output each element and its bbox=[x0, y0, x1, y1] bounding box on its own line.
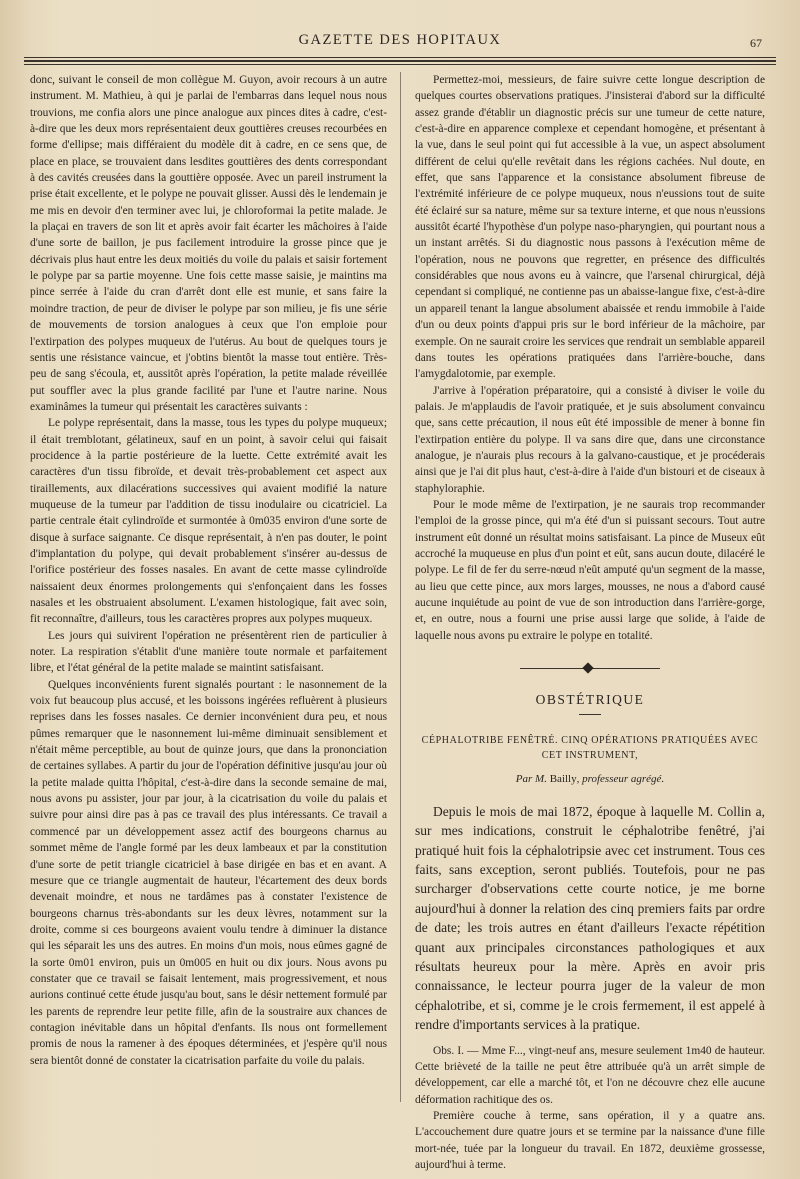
article-title: CÉPHALOTRIBE FENÊTRÉ. CINQ OPÉRATIONS PRATIQUÉES AVEC CET INSTRUMENT, bbox=[421, 735, 759, 762]
heading-rule bbox=[579, 714, 601, 715]
paragraph: J'arrive à l'opération préparatoire, qui a consisté à diviser le voile du palais. Je m'applaudis de l'avoir pratiquée, et je suis absolument convaincu que, sans cette précaution, il nous eût été impossible de mener à bonne fin l'extirpation entière du polype. Il va sans dire que, dans une circonstance analogue, je n'aurais plus recours à la galvano-caustique, et je procéderais ainsi que je l'ai dit plus haut, c'est-à-dire à l'aide d'un bistouri et de ciseaux à staphyloraphie. bbox=[415, 384, 765, 495]
observation-paragraph: Obs. I. — Mme F..., vingt-neuf ans, mesure seulement 1m40 de hauteur. Cette brièveté de la taille ne peut être attribuée qu'à un arrêt simple de développement, car elle a marché tôt, et l'on ne découvre chez elle aucune déformation rachitique des os. bbox=[415, 1044, 765, 1106]
right-column bbox=[415, 72, 765, 1173]
diamond-ornament-icon bbox=[582, 662, 593, 673]
left-column bbox=[30, 72, 387, 1069]
lead-paragraph: Depuis le mois de mai 1872, époque à laquelle M. Collin a, sur mes indications, construit le céphalotribe fenêtré, j'ai pratiqué huit fois la céphalotripsie avec cet instrument. Tous ces faits, sans exception, seront publiés. Toutefois, pour ne pas surcharger d'observations cette courte notice, je me borne aujourd'hui à donner la relation des cinq premiers faits par ordre de date; les trois autres en étant d'ailleurs l'exacte répétition quant aux principales circonstances pathologiques et aux résultats heureux pour la mère. Après en avoir pris connaissance, le lecteur pourra juger de la valeur de mon céphalotribe, et si, comme je le crois fermement, il est appelé à rendre d'importants services à la pratique. bbox=[415, 803, 765, 1033]
paragraph: Permettez-moi, messieurs, de faire suivre cette longue description de quelques courtes observations pratiques. J'insisterai d'abord sur la difficulté assez grande d'établir un diagnostic précis sur une tumeur de cette nature, c'est-à-dire en apparence complexe et cependant homogène, et présentant à la vue, dans le seul point qui fut accessible à la vue, un aspect absolument différent de celui qu'elle revêtait dans les régions cachées. Nul doute, en effet, que sans l'apparence et la consistance absolument fibreuse de l'extrémité inférieure de ce polype muqueux, nous n'eussions tout de suite été éclairé sur sa nature, même sur sa texture interne, et que nous n'eussions aussitôt écarté l'hypothèse d'un polype naso-pharyngien, qui pourtant nous a un instant arrêtés. Si du diagnostic nous passons à l'exécution même de l'opération, nous ne pouvons que regretter, en présence des difficultés considérables que nous avons eu à vaincre, que l'arsenal chirurgical, déjà cependant si compliqué, ne contienne pas un abaisse-langue fixe, c'est-à-dire un appareil tenant la langue absolument abaissée et rendu immobile à l'aide d'un ou deux points d'appui pris sur le bord inférieur de la mâchoire, par exemple. On ne saurait croire les services que rendrait un semblable appareil dans toutes les opérations pratiquées dans l'arrière-bouche, dans l'amygdalotomie, par exemple. bbox=[415, 74, 765, 381]
section-separator bbox=[520, 664, 660, 674]
byline-suffix: , professeur agrégé. bbox=[576, 773, 665, 786]
paragraph: Pour le mode même de l'extirpation, je ne saurais trop recommander l'emploi de la grosse pince, qui m'a été d'un si puissant secours. Tout autre instrument eût donné un résultat moins satisfaisant. La pince de Museux eût accroché la muqueuse en plus d'un point et eût, sans aucun doute, dilacéré le polype. Le fil de fer du serre-nœud n'eût amputé qu'un segment de la masse, au lieu que cette pince, aux mors larges, mousses, ne nous a d'abord causé aucune inquiétude au point de vue de son introduction dans l'arrière-gorge, et, en outre, nous a fourni une prise aussi large que solide, à l'aide de laquelle nous avons pu extraire le polype en totalité. bbox=[415, 498, 765, 642]
page-number: 67 bbox=[750, 36, 762, 50]
byline-author: Bailly bbox=[549, 773, 577, 786]
observation-paragraph: Première couche à terme, sans opération, il y a quatre ans. L'accouchement dure quatre jours et se termine par la naissance d'une fille mort-née, tuée par la longueur du travail. En 1872, deuxième grossesse, aujourd'hui à terme. bbox=[415, 1109, 765, 1171]
paragraph: Les jours qui suivirent l'opération ne présentèrent rien de particulier à noter. La respiration s'établit d'une manière toute normale et parfaitement libre, et l'état général de la petite malade se maintint satisfaisant. bbox=[30, 629, 387, 675]
masthead bbox=[24, 30, 776, 60]
paragraph: donc, suivant le conseil de mon collègue M. Guyon, avoir recours à un autre instrument. M. Mathieu, à qui je parlai de l'embarras dans lequel nous nous trouvions, me confia alors une pince analogue aux pinces dites à cadre, c'est-à-dire que les deux mors représentaient deux gouttières creuses recourbées en forme d'ellipse; mais différaient du modèle dit à cadre, en ce sens que, de place en place, se trouvaient dans lesdites gouttières des dents correspondant à des cavités creusées dans la gouttière opposée. Avec un pareil instrument la prise était excellente, et le polype ne pouvait glisser. Aussi dès le lendemain je me mis en devoir d'en terminer avec lui, je chloroformai la petite malade. Je la plaçai en travers de son lit et après avoir fait écarter les mâchoires à l'aide d'une sorte de baillon, je pus facilement introduire la grosse pince que je décrivais plus haut entre les deux moitiés du voile du palais et saisir fortement le polype par sa partie moyenne. Une fois cette masse saisie, je maintins ma pince serrée à l'aide du cran d'arrêt dont elle est munie, et sans faire la moindre traction, de peur de diviser le polype par son milieu, je fis une série de mouvements de torsion analogues à ceux que l'on emploie pour l'extirpation des polypes muqueux de l'utérus. Au bout de quelques tours je sentis une résistance vaincue, et j'obtins bientôt la masse tout entière. Très-peu de sang s'écoula, et, aussitôt après l'opération, la petite malade réveillée put souffler avec la plus grande facilité par l'une et l'autre narine. Nous examinâmes la tumeur qui présentait les caractères suivants : bbox=[30, 74, 387, 413]
column-divider bbox=[400, 72, 401, 1102]
paragraph: Quelques inconvénients furent signalés pourtant : le nasonnement de la voix fut beaucoup plus accusé, et les boissons ingérées refluèrent à plusieurs reprises dans les fosses nasales. Ce dernier inconvénient dura peu, et nous pûmes remarquer que le nasonnement lui-même diminuait sensiblement et n'était même perceptible, au bout de quinze jours, que dans la prononciation de certaines syllabes. A partir du jour de l'opération définitive jusqu'au jour où la petite malade quitta l'hôpital, c'est-à-dire dans la seconde semaine de mai, nous avons pu assister, jour par jour, à la cicatrisation du voile du palais et suivre pour ainsi dire pas à pas ce travail des plus intéressants. Ce travail a commencé par un développement assez actif des bourgeons charnus au sommet même de l'angle formé par les deux lambeaux et par la constitution d'une sorte de petit triangle cicatriciel à base dirigée en bas et en avant. A mesure que ce triangle augmentait de hauteur, l'écartement des deux bords devenait moindre, et nous ne tardâmes pas à constater l'existence de bourgeons charnus très-abondants sur les deux lèvres, notamment sur la droite, comme si ces bourgeons avaient voulu tendre à diminuer la distance qui les séparait les uns des autres. En moins d'un mois, nous eûmes gagné de la sorte 0m01 environ, puis un 0m005 en huit ou dix jours. Nous avons pu constater que ce travail se faisait lentement, mais progressivement, et nous aurions continué cette étude jusqu'au bout, sans le désir nettement formulé par les parents de reprendre leur petite fille, afin de la soustraire aux chances de contagion inévitable dans un hôpital d'enfants. Ils nous ont formellement promis de nous la ramener à des époques déterminées, et j'espère qu'il nous sera bientôt donné de constater la cicatrisation parfaite du voile du palais. bbox=[30, 678, 387, 1067]
paragraph: Le polype représentait, dans la masse, tous les types du polype muqueux; il était tremblotant, gélatineux, sauf en un point, à savoir celui qui faisait procidence à la partie postérieure de la luette. Cette extrémité avait les caractères d'un tissu fibroïde, et devait très-probablement cet aspect aux tiraillements, aux dilacérations successives qui avaient modifié la nature muqueuse de la tumeur par l'addition de tissu inodulaire ou cicatriciel. La partie centrale était cylindroïde et surmontée à 0m035 environ d'une sorte de disque à surface saignante. Ce disque représentait, à n'en pas douter, le point d'implantation du polype, qui devait probablement s'insérer au-dessus de l'orifice postérieur des fosses nasales. En avant de cette masse cylindroïde naissaient deux énormes prolongements qui s'enfonçaient dans les fosses nasales et les obstruaient absolument. L'examen histologique, fait avec soin, fit reconnaître, d'ailleurs, tous les caractères propres aux polypes muqueux. bbox=[30, 417, 387, 626]
publication-title: GAZETTE DES HOPITAUX bbox=[298, 32, 502, 48]
header-rule-thick bbox=[24, 60, 776, 62]
byline bbox=[415, 771, 765, 787]
section-heading: OBSTÉTRIQUE bbox=[535, 692, 645, 708]
byline-prefix: Par M. bbox=[515, 773, 550, 786]
header-rule-lower bbox=[24, 64, 776, 65]
header-rule bbox=[24, 57, 776, 58]
